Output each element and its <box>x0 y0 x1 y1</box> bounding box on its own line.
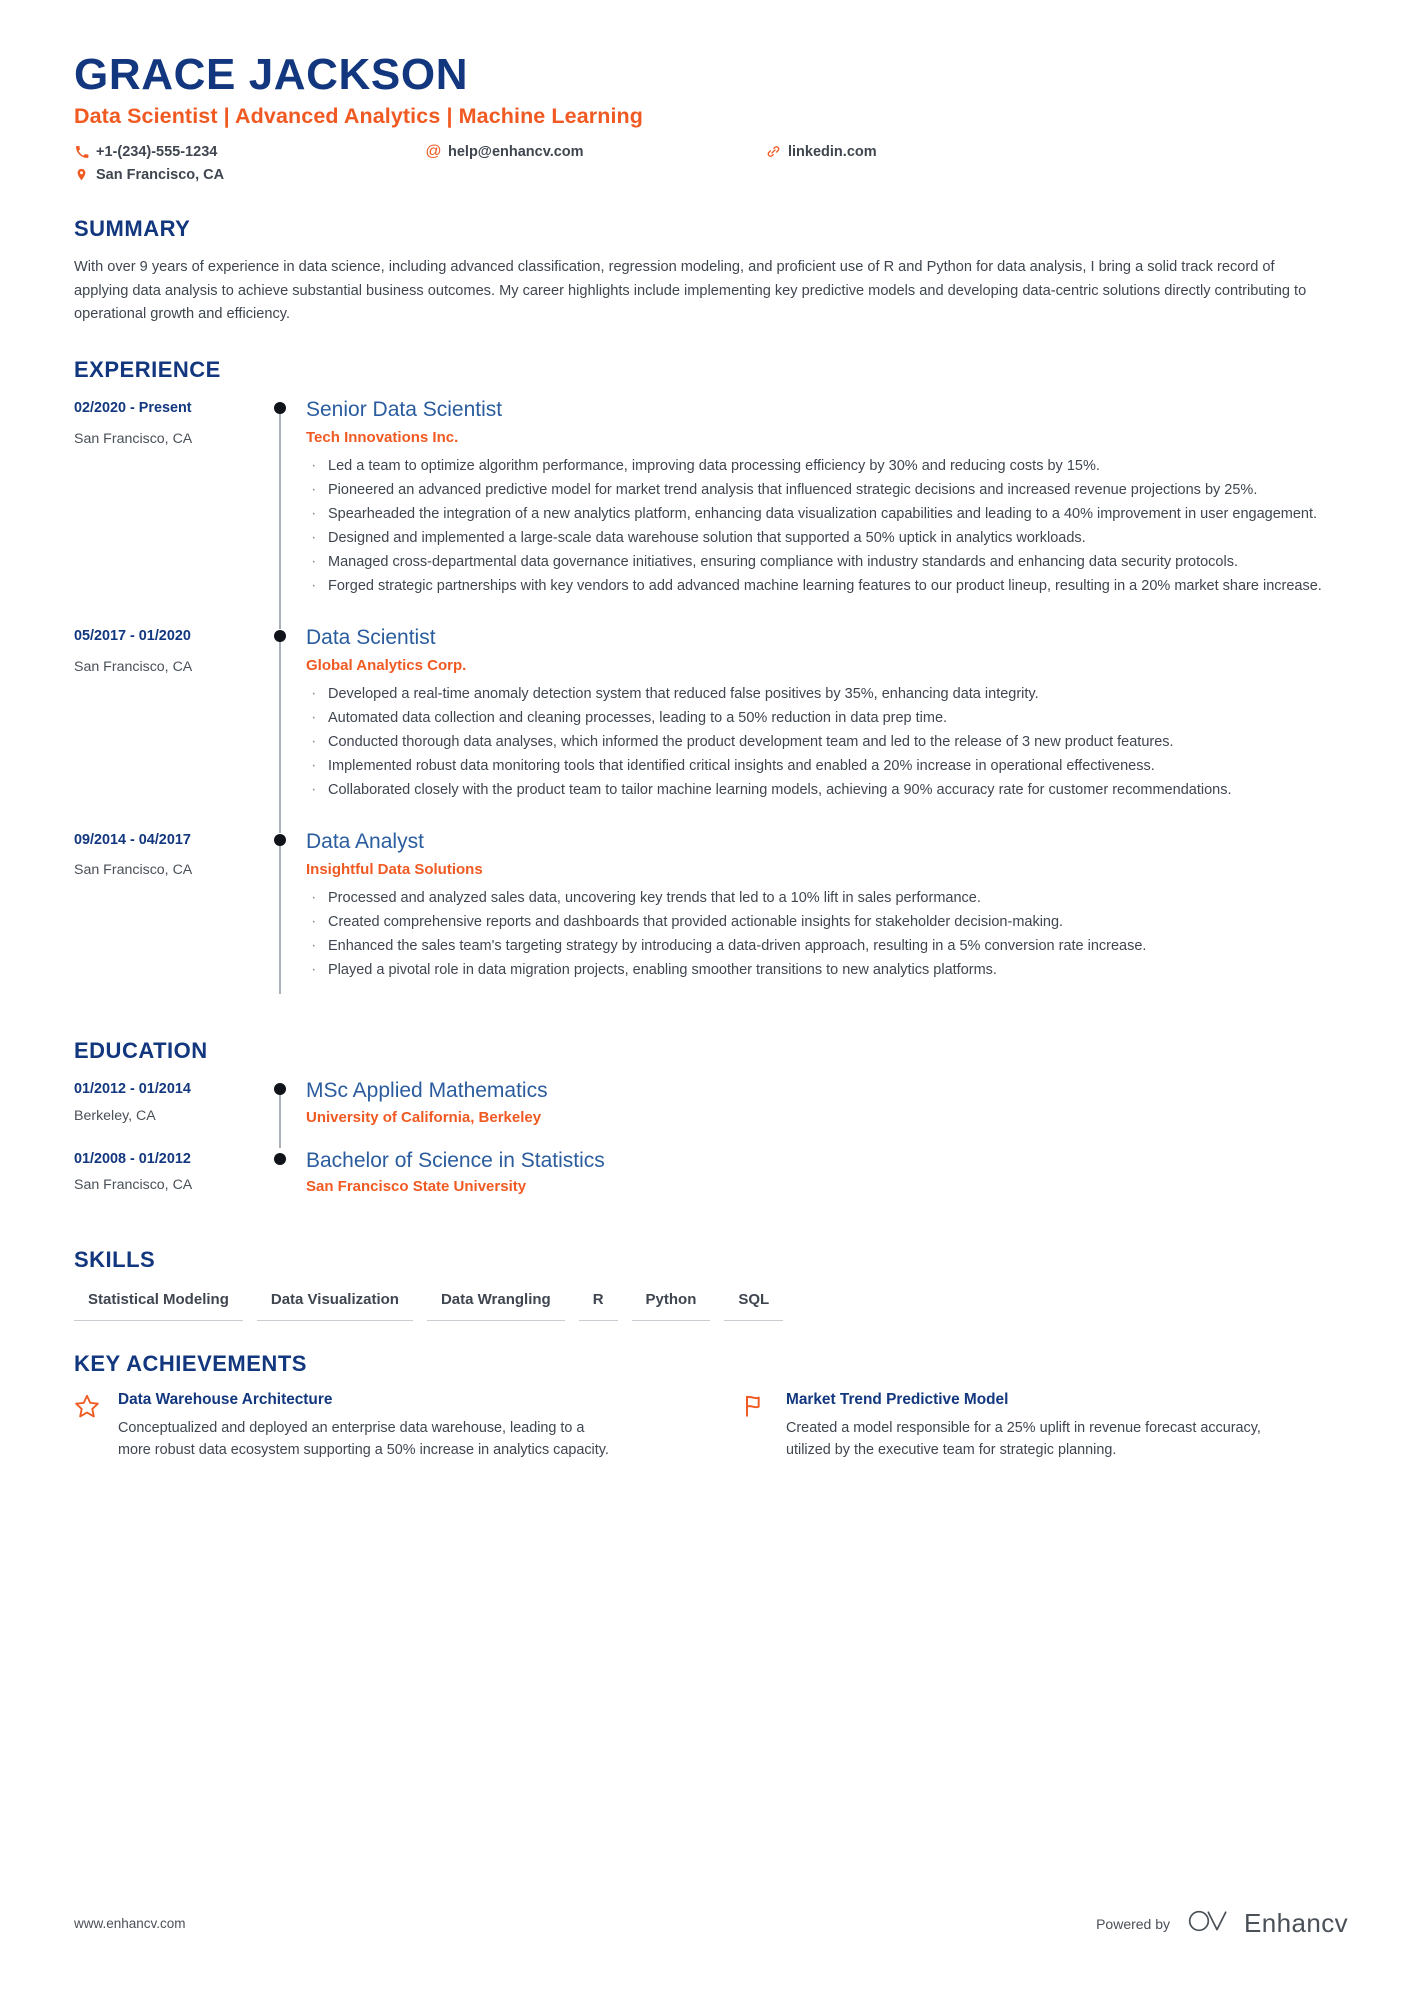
bullet-item: · Processed and analyzed sales data, uncovering key trends that led to a 10% lift in sales performance. <box>306 887 1348 910</box>
contact-location-text: San Francisco, CA <box>96 166 225 183</box>
education-body <box>306 1078 1348 1147</box>
experience-company: Tech Innovations Inc. <box>306 429 459 447</box>
experience-company: Global Analytics Corp. <box>306 657 467 675</box>
timeline-line <box>279 1088 281 1147</box>
contact-email[interactable] <box>426 140 766 163</box>
achievement-description: Created a model responsible for a 25% uplift in revenue forecast accuracy, utilized by the executive team for strategic planning. <box>786 1419 1261 1459</box>
skills-section <box>74 1247 1348 1321</box>
location-pin-icon <box>74 167 89 182</box>
phone-icon <box>74 144 89 159</box>
education-school: San Francisco State University <box>306 1177 527 1195</box>
education-heading: EDUCATION <box>74 1038 208 1064</box>
skill-chip: SQL <box>724 1287 783 1321</box>
experience-bullets <box>306 455 1348 597</box>
skills-heading: SKILLS <box>74 1246 156 1272</box>
achievements-heading: KEY ACHIEVEMENTS <box>74 1350 307 1376</box>
experience-date: 09/2014 - 04/2017 <box>74 831 191 848</box>
bullet-item: · Developed a real-time anomaly detection system that reduced false positives by 35%, enhancing data integrity. <box>306 683 1348 706</box>
skill-chip: Data Visualization <box>257 1287 413 1321</box>
bullet-item: · Spearheaded the integration of a new analytics platform, enhancing data visualization capabilities and leading to a 40% improvement in user engagement. <box>306 503 1348 526</box>
email-icon: @ <box>425 142 442 160</box>
experience-body <box>306 397 1348 625</box>
achievement-item <box>742 1391 1282 1462</box>
timeline-line <box>279 407 281 629</box>
skills-list <box>74 1287 1348 1321</box>
contact-phone[interactable] <box>74 140 426 163</box>
experience-bullets <box>306 887 1348 982</box>
achievement-text <box>786 1391 1282 1462</box>
timeline-dot <box>274 630 286 642</box>
education-date: 01/2012 - 01/2014 <box>74 1081 191 1098</box>
experience-role: Data Analyst <box>306 829 424 853</box>
experience-meta <box>74 829 260 1009</box>
education-location: San Francisco, CA <box>74 1177 193 1194</box>
bullet-item: · Designed and implemented a large-scale data warehouse solution that supported a 50% uptick in analytics workloads. <box>306 527 1348 550</box>
candidate-headline: Data Scientist | Advanced Analytics | Machine Learning <box>74 104 644 129</box>
contact-linkedin[interactable] <box>766 140 1066 163</box>
experience-body <box>306 829 1348 1009</box>
skill-chip: Python <box>632 1287 711 1321</box>
bullet-item: · Led a team to optimize algorithm performance, improving data processing efficiency by 30% and reducing costs by 15%. <box>306 455 1348 478</box>
experience-date: 02/2020 - Present <box>74 400 192 417</box>
timeline-line <box>279 839 281 995</box>
footer-url[interactable]: www.enhancv.com <box>74 1916 186 1931</box>
brand-logo <box>1186 1908 1348 1939</box>
bullet-item: · Conducted thorough data analyses, which informed the product development team and led to the release of 3 new product features. <box>306 731 1348 754</box>
bullet-item: · Managed cross-departmental data governance initiatives, ensuring compliance with industry standards and enhancing data security protocols. <box>306 551 1348 574</box>
timeline-dot <box>274 402 286 414</box>
experience-role: Senior Data Scientist <box>306 398 503 422</box>
enhancv-mark-icon <box>1186 1908 1232 1939</box>
timeline-dot <box>274 1083 286 1095</box>
timeline-rail <box>260 625 306 829</box>
education-degree: MSc Applied Mathematics <box>306 1079 548 1103</box>
experience-meta <box>74 397 260 625</box>
experience-bullets <box>306 683 1348 802</box>
skill-chip: R <box>579 1287 618 1321</box>
resume-header <box>74 52 1348 186</box>
bullet-item: · Created comprehensive reports and dashboards that provided actionable insights for stakeholder decision-making. <box>306 911 1348 934</box>
bullet-item: · Automated data collection and cleaning processes, leading to a 50% reduction in data prep time. <box>306 707 1348 730</box>
bullet-item: · Pioneered an advanced predictive model for market trend analysis that influenced strategic decisions and increased revenue projections by 25%. <box>306 479 1348 502</box>
link-icon <box>766 144 781 159</box>
footer-brand-block <box>1096 1908 1348 1939</box>
education-entry <box>74 1078 1348 1147</box>
achievement-title: Market Trend Predictive Model <box>786 1390 1009 1408</box>
education-meta <box>74 1148 260 1217</box>
experience-role: Data Scientist <box>306 625 436 649</box>
experience-company: Insightful Data Solutions <box>306 860 483 878</box>
bullet-item: · Implemented robust data monitoring tools that identified critical insights and enabled a 20% increase in operational effectiveness. <box>306 755 1348 778</box>
summary-heading: SUMMARY <box>74 216 191 242</box>
candidate-name: GRACE JACKSON <box>74 50 469 99</box>
bullet-item: · Forged strategic partnerships with key vendors to add advanced machine learning features to our product lineup, resulting in a 20% market share increase. <box>306 575 1348 598</box>
page-footer <box>74 1908 1348 1939</box>
bullet-item: · Played a pivotal role in data migration projects, enabling smoother transitions to new analytics platforms. <box>306 959 1348 982</box>
experience-location: San Francisco, CA <box>74 862 193 879</box>
timeline-dot <box>274 834 286 846</box>
education-body <box>306 1148 1348 1217</box>
achievement-text <box>118 1391 614 1462</box>
experience-entry <box>74 397 1348 625</box>
summary-section <box>74 216 1348 327</box>
summary-text: With over 9 years of experience in data science, including advanced classification, regression modeling, and proficient use of R and Python for data analysis, I bring a solid track record of applying data analysis to achieve substantial business outcomes. My career highlights include implementing key predictive models and developing data-centric solutions directly contributing to operational growth and efficiency. <box>74 259 1307 323</box>
education-degree: Bachelor of Science in Statistics <box>306 1148 605 1172</box>
education-entry <box>74 1148 1348 1217</box>
experience-location: San Francisco, CA <box>74 430 193 447</box>
timeline-dot <box>274 1153 286 1165</box>
bullet-item: · Collaborated closely with the product team to tailor machine learning models, achieving a 90% accuracy rate for customer recommendations. <box>306 779 1348 802</box>
timeline-rail <box>260 1148 306 1217</box>
timeline-line <box>279 635 281 833</box>
achievement-title: Data Warehouse Architecture <box>118 1390 333 1408</box>
experience-entry <box>74 829 1348 1009</box>
skill-chip: Statistical Modeling <box>74 1287 243 1321</box>
flag-icon <box>742 1393 768 1419</box>
achievement-description: Conceptualized and deployed an enterprise data warehouse, leading to a more robust data ecosystem supporting a 50% increase in analytics capacity. <box>118 1419 609 1459</box>
timeline-rail <box>260 829 306 1009</box>
education-date: 01/2008 - 01/2012 <box>74 1150 191 1167</box>
contact-phone-text: +1-(234)-555-1234 <box>96 143 218 160</box>
education-meta <box>74 1078 260 1147</box>
brand-name: Enhancv <box>1244 1908 1348 1938</box>
bullet-item: · Enhanced the sales team's targeting strategy by introducing a data-driven approach, resulting in a 5% conversion rate increase. <box>306 935 1348 958</box>
timeline-rail <box>260 397 306 625</box>
contact-linkedin-text: linkedin.com <box>788 143 877 160</box>
experience-date: 05/2017 - 01/2020 <box>74 627 191 644</box>
education-school: University of California, Berkeley <box>306 1108 542 1126</box>
skill-chip: Data Wrangling <box>427 1287 565 1321</box>
education-section <box>74 1038 1348 1217</box>
powered-by-label: Powered by <box>1096 1915 1171 1932</box>
experience-meta <box>74 625 260 829</box>
achievements-section <box>74 1351 1348 1462</box>
contact-list <box>74 140 1084 186</box>
contact-email-text: help@enhancv.com <box>448 143 584 160</box>
experience-body <box>306 625 1348 829</box>
experience-section <box>74 357 1348 1008</box>
achievements-list <box>74 1391 1348 1462</box>
timeline-rail <box>260 1078 306 1147</box>
star-icon <box>74 1393 100 1419</box>
experience-location: San Francisco, CA <box>74 658 193 675</box>
experience-heading: EXPERIENCE <box>74 357 221 383</box>
experience-entry <box>74 625 1348 829</box>
education-location: Berkeley, CA <box>74 1108 156 1125</box>
achievement-item <box>74 1391 614 1462</box>
contact-location <box>74 163 426 186</box>
